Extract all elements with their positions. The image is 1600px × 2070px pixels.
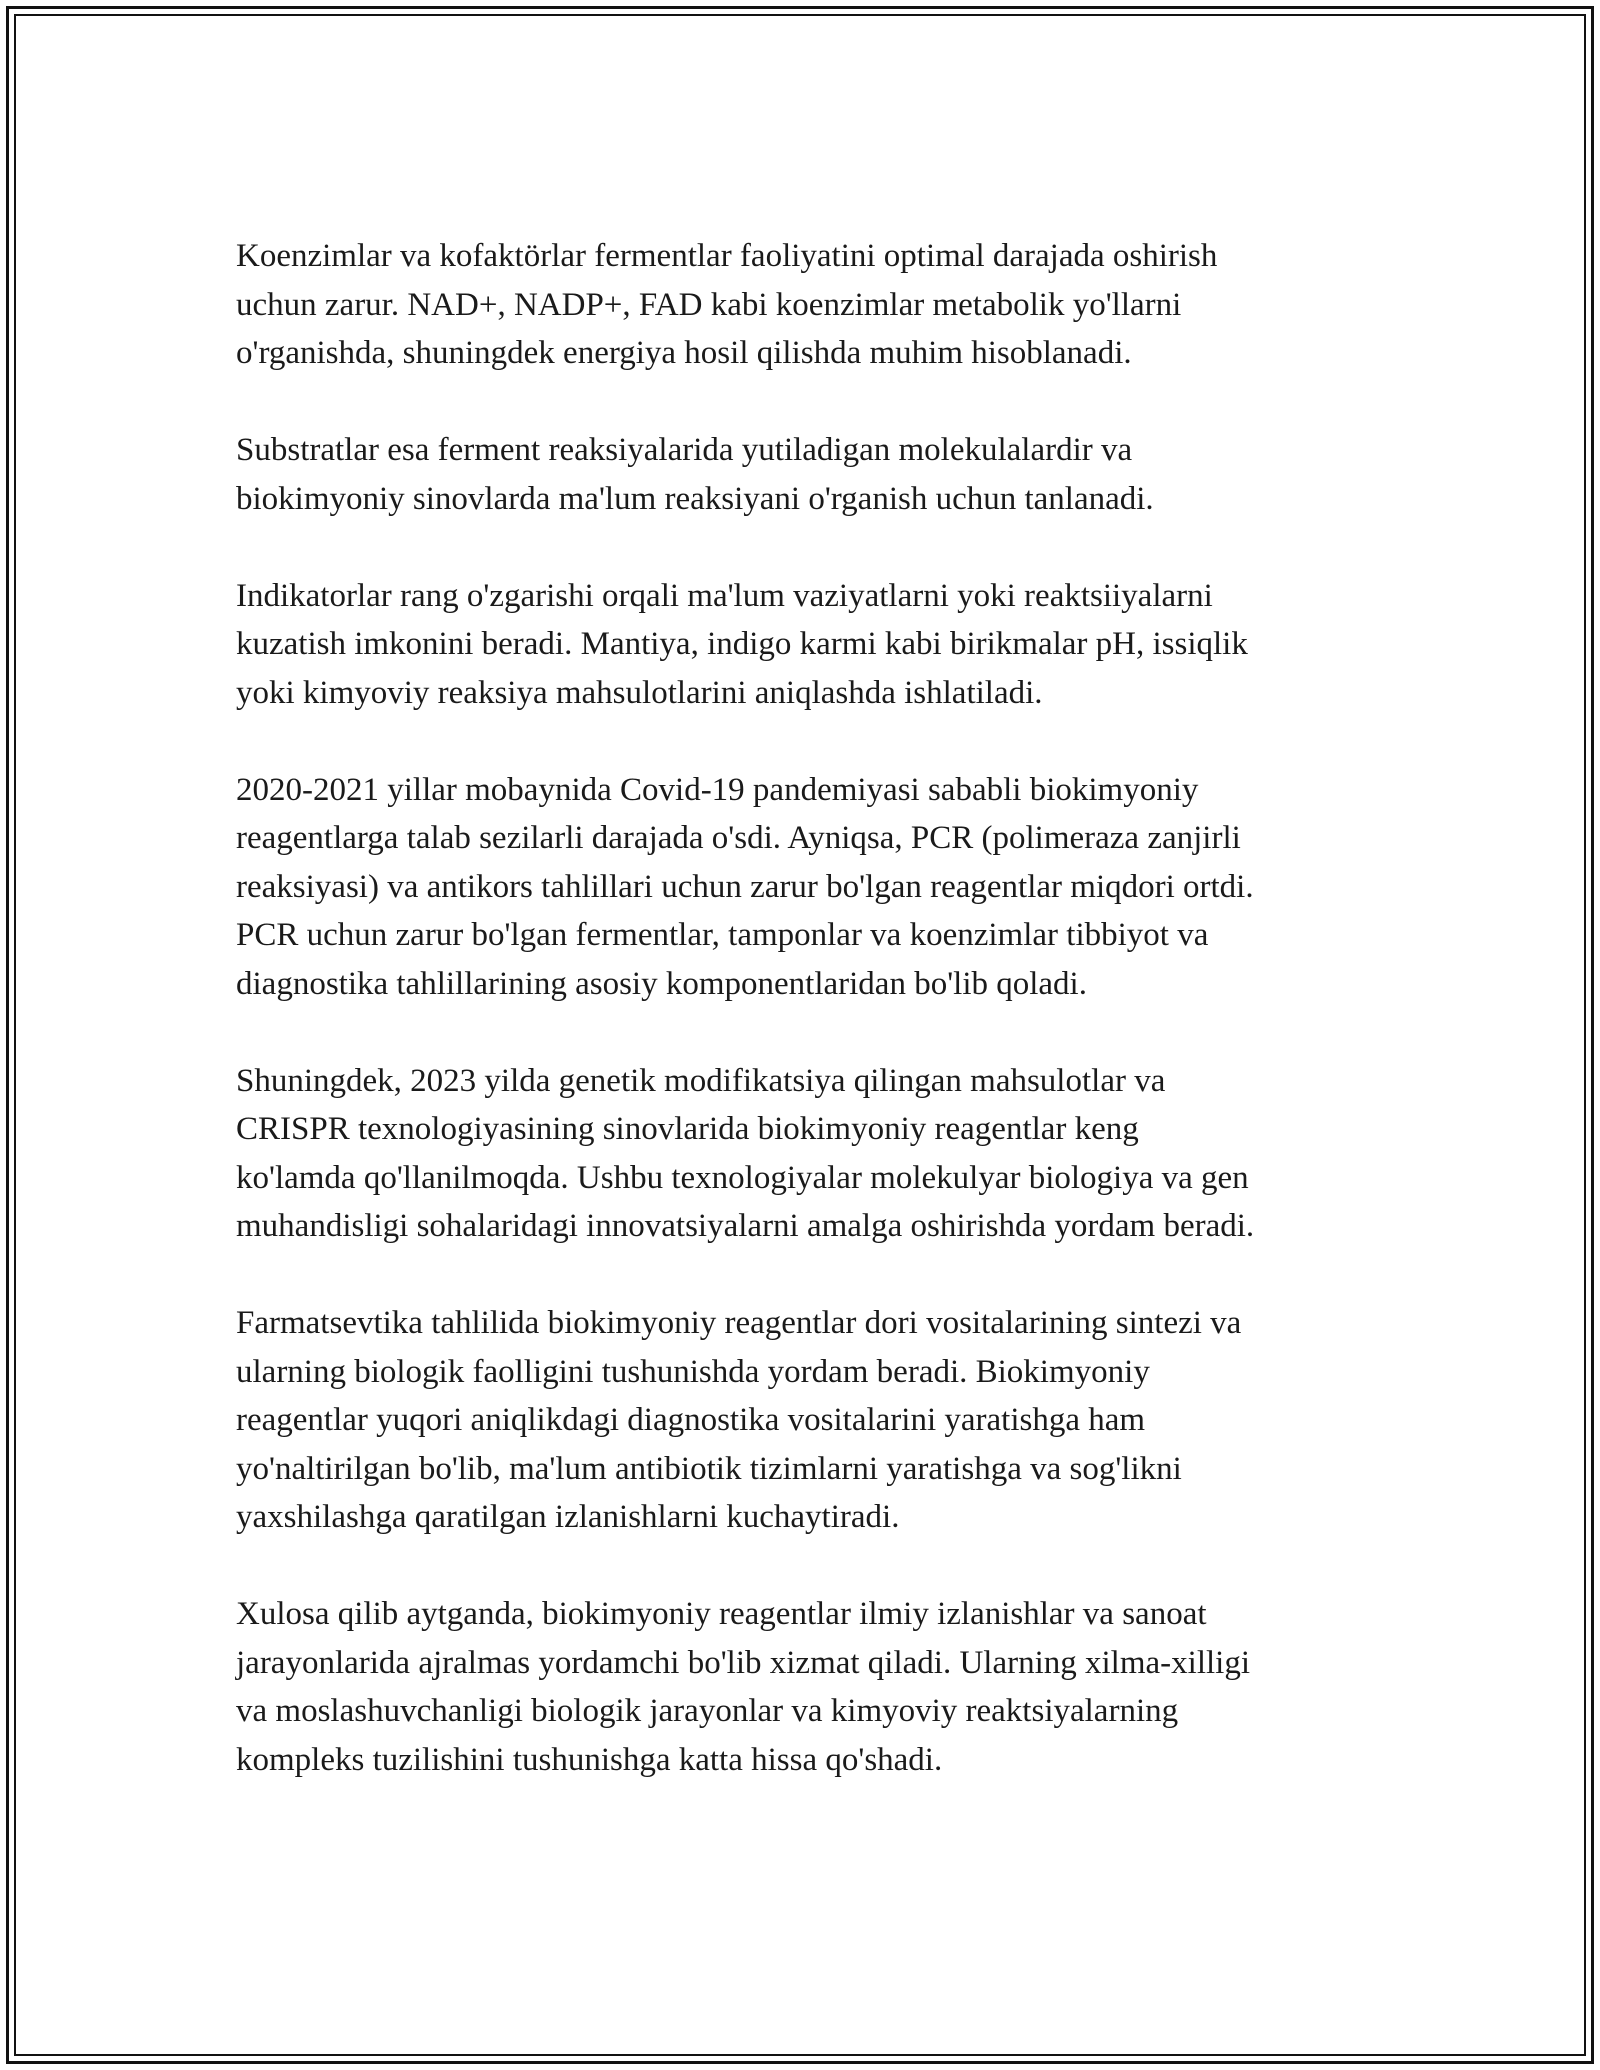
paragraph-indicators: Indikatorlar rang o'zgarishi orqali ma'lum vaziyatlarni yoki reaktsiiyalarni kuzatish imkonini beradi. Mantiya, indigo karmi kabi birikmalar pH, issiqlik yoki kimyoviy reaksiya mahsulotlarini aniqlashda ishlatiladi. <box>236 577 1248 711</box>
paragraph-pharmaceutics: Farmatsevtika tahlilida biokimyoniy reagentlar dori vositalarining sintezi va ularning biologik faolligini tushunishda yordam beradi. Biokimyoniy reagentlar yuqori aniqlikdagi diagnostika vositalarini yaratishga ham yo'naltirilgan bo'lib, ma'lum antibiotik tizimlarni yaratishga va sog'likni yaxshilashga qaratilgan izlanishlarni kuchaytiradi. <box>236 1305 1242 1535</box>
paragraph-conclusion: Xulosa qilib aytganda, biokimyoniy reagentlar ilmiy izlanishlar va sanoat jarayonlarida ajralmas yordamchi bo'lib xizmat qiladi. Ularning xilma-xilligi va moslashuvchanligi biologik jarayonlar va kimyoviy reaktsiyalarning kompleks tuzilishini tushunishga katta hissa qo'shadi. <box>236 1596 1250 1778</box>
paragraph-covid-demand: 2020-2021 yillar mobaynida Covid-19 pandemiyasi sababli biokimyoniy reagentlarga talab sezilarli darajada o'sdi. Ayniqsa, PCR (polimeraza zanjirli reaksiyasi) va antikors tahlillari uchun zarur bo'lgan reagentlar miqdori ortdi. PCR uchun zarur bo'lgan fermentlar, tamponlar va koenzimlar tibbiyot va diagnostika tahlillarining asosiy komponentlaridan bo'lib qoladi. <box>236 771 1254 1002</box>
paragraph-crispr: Shuningdek, 2023 yilda genetik modifikatsiya qilingan mahsulotlar va CRISPR texnologiyasining sinovlarida biokimyoniy reagentlar keng ko'lamda qo'llanilmoqda. Ushbu texnologiyalar molekulyar biologiya va gen muhandisligi sohalaridagi innovatsiyalarni amalga oshirishda yordam beradi. <box>236 1062 1255 1244</box>
paragraph-substrates: Substratlar esa ferment reaksiyalarida yutiladigan molekulalardir va biokimyoniy sinovlarda ma'lum reaksiyani o'rganish uchun tanlanadi. <box>236 432 1154 517</box>
document-body <box>236 232 1376 1833</box>
paragraph-coenzymes: Koenzimlar va kofaktörlar fermentlar faoliyatini optimal darajada oshirish uchun zarur. NAD+, NADP+, FAD kabi koenzimlar metabolik yo'llarni o'rganishda, shuningdek energiya hosil qilishda muhim hisoblanadi. <box>236 238 1218 371</box>
